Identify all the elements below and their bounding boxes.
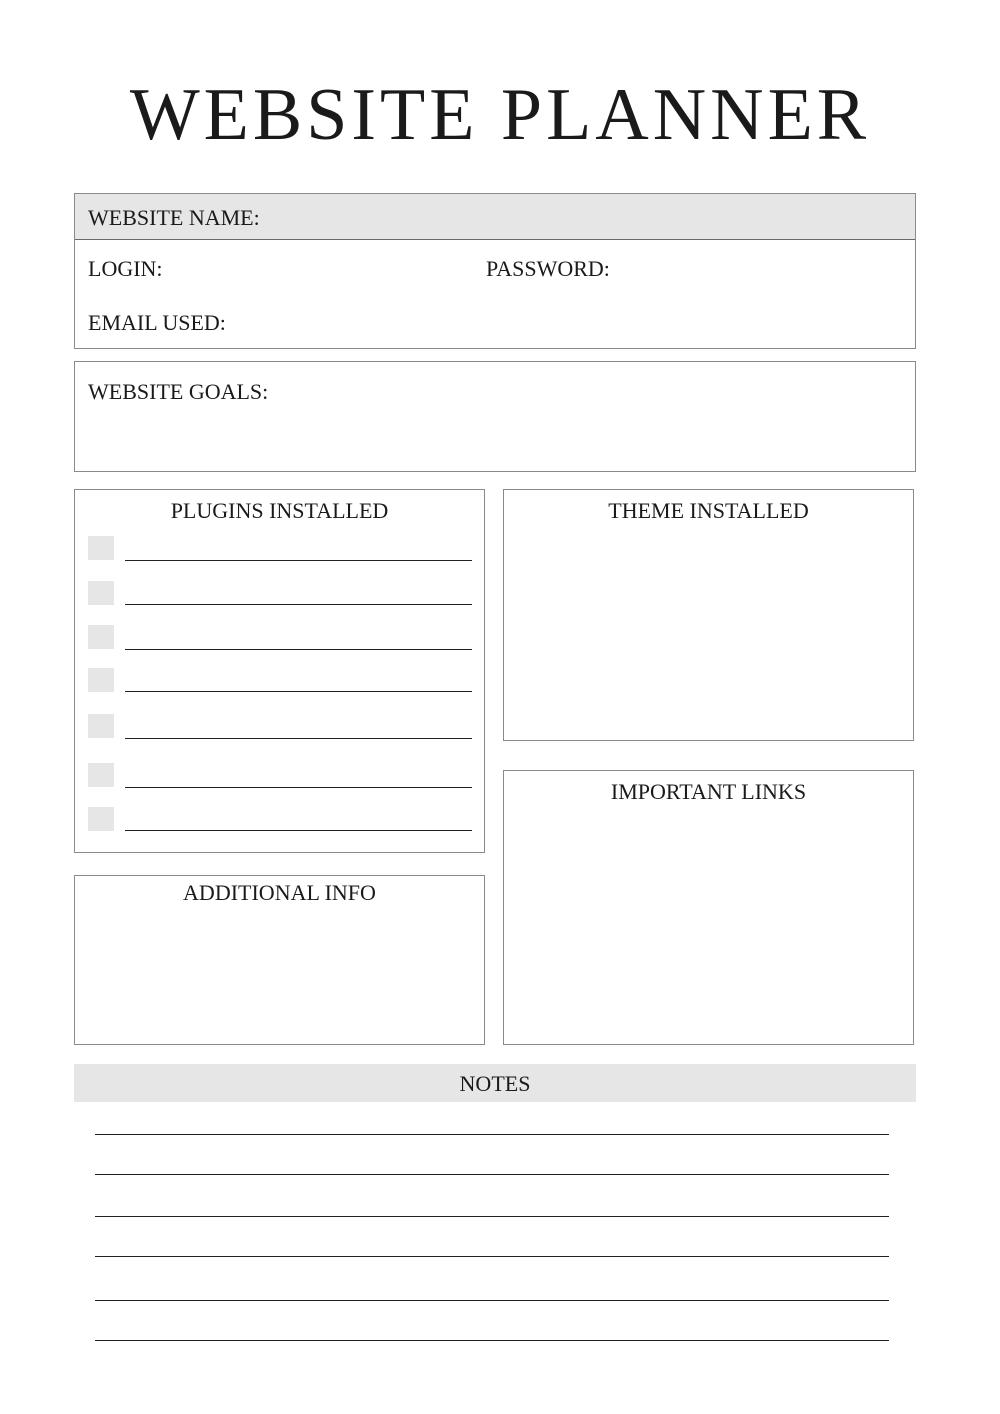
note-line[interactable] (95, 1340, 889, 1341)
plugin-line[interactable] (125, 830, 472, 831)
plugin-checkbox[interactable] (88, 581, 114, 605)
plugin-line[interactable] (125, 604, 472, 605)
login-label: LOGIN: (88, 256, 163, 281)
note-line[interactable] (95, 1256, 889, 1257)
plugin-checkbox[interactable] (88, 536, 114, 560)
plugin-checkbox[interactable] (88, 668, 114, 692)
important-links-box[interactable] (503, 770, 914, 1045)
website-name-label: WEBSITE NAME: (88, 205, 260, 230)
notes-title: NOTES (459, 1071, 531, 1096)
note-line[interactable] (95, 1216, 889, 1217)
plugin-line[interactable] (125, 649, 472, 650)
plugin-checkbox[interactable] (88, 714, 114, 738)
page-title: WEBSITE PLANNER (129, 74, 871, 156)
website-info-box (74, 193, 916, 349)
plugin-line[interactable] (125, 691, 472, 692)
plugin-line[interactable] (125, 787, 472, 788)
website-goals-label: WEBSITE GOALS: (88, 379, 269, 404)
notes-header (74, 1064, 916, 1102)
note-line[interactable] (95, 1174, 889, 1175)
plugin-checkbox[interactable] (88, 807, 114, 831)
plugin-checkbox[interactable] (88, 763, 114, 787)
plugin-line[interactable] (125, 560, 472, 561)
website-name-bar[interactable] (75, 194, 915, 240)
email-used-label: EMAIL USED: (88, 310, 226, 335)
additional-info-title: ADDITIONAL INFO (183, 880, 376, 905)
password-label: PASSWORD: (486, 256, 610, 281)
additional-info-box[interactable] (74, 875, 485, 1045)
plugin-checkbox[interactable] (88, 625, 114, 649)
note-line[interactable] (95, 1134, 889, 1135)
plugins-installed-box (74, 489, 485, 853)
plugins-installed-title: PLUGINS INSTALLED (170, 498, 389, 523)
note-line[interactable] (95, 1300, 889, 1301)
website-goals-box[interactable] (74, 361, 916, 472)
theme-installed-box[interactable] (503, 489, 914, 741)
plugin-line[interactable] (125, 738, 472, 739)
theme-installed-title: THEME INSTALLED (608, 498, 809, 523)
important-links-title: IMPORTANT LINKS (610, 779, 807, 804)
